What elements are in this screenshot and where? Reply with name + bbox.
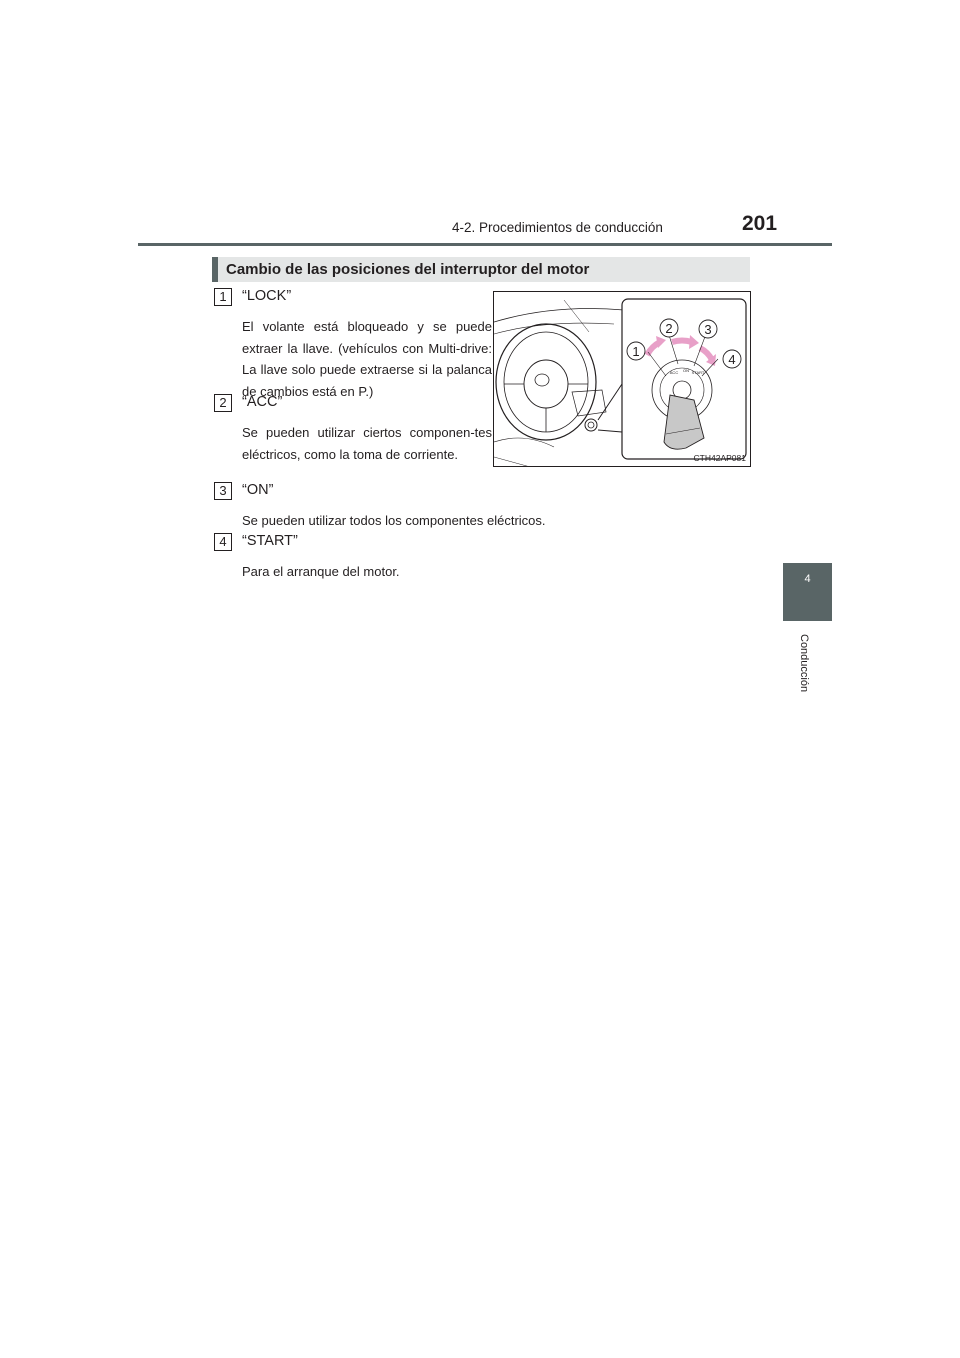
header-section-title: 4-2. Procedimientos de conducción [452,220,663,235]
chapter-tab-number: 4 [804,573,811,585]
item-title: “ACC” [242,394,283,410]
item-number-badge: 2 [214,394,232,412]
switch-mark-start: START [691,370,705,375]
ignition-switch-drawing [494,292,751,467]
item-body: Se pueden utilizar todos los componentes eléctricos. [242,513,546,528]
item-title: “START” [242,533,298,549]
ignition-switch-illustration [493,291,751,467]
item-number-badge: 1 [214,288,232,306]
item-title: “ON” [242,482,274,498]
item-body: Para el arranque del motor. [242,564,400,579]
switch-mark-on: ON [683,368,689,373]
chapter-tab[interactable] [783,563,832,621]
page-number: 201 [742,212,778,235]
callout-4: 4 [728,352,736,367]
header-rule [138,243,832,246]
item-body: El volante está bloqueado y se puede extraer la llave. (vehículos con Multi-drive: La llave solo puede extraerse si la palanca de cambios está en P.) [242,319,492,399]
item-body: Se pueden utilizar ciertos componen-tes eléctricos, como la toma de corriente. [242,425,492,462]
callout-1: 1 [632,344,640,359]
section-heading-title: Cambio de las posiciones del interruptor del motor [226,261,590,278]
callout-2: 2 [665,321,673,336]
chapter-tab-label: Conducción [798,634,810,693]
section-heading-accent [212,257,218,282]
callout-3: 3 [704,322,712,337]
figure-id: CTH42AP081 [693,453,746,463]
item-number-badge: 3 [214,482,232,500]
item-title: “LOCK” [242,288,292,304]
item-number-badge: 4 [214,533,232,551]
switch-mark-acc: ACC [669,370,679,375]
section-heading [212,257,750,282]
